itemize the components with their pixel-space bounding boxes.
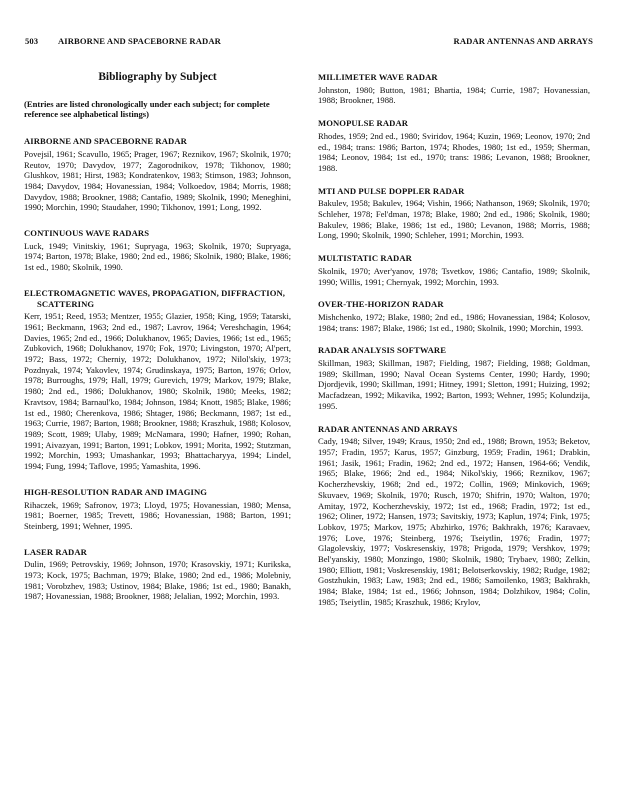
running-title-left: AIRBORNE AND SPACEBORNE RADAR bbox=[58, 36, 221, 46]
section-body: Cady, 1948; Silver, 1949; Kraus, 1950; 2nd ed., 1988; Brown, 1953; Beketov, 1957; Fradin, 1957; Karus, 1957; Ginzburg, 1959; Fradin, 1961; Drabkin, 1961; Jasik, 1961; Fradin, 1962; 2nd ed., 1972; Hansen, 1964-66; Vendik, 1965; Blake, 1966; 2nd ed., 1984; Nikol'skiy, 1966; Reznikov, 1967; Kocherzhevskiy, 1968; 2nd ed., 1972; Collin, 1969; Minkovich, 1969; Skuvaev, 1969; Skolnik, 1970; Rusch, 1970; Shifrin, 1970; Walton, 1970; Amitay, 1972, Kocherzhevskiy, 1972; 1st ed., 1968; Fradin, 1972; 1st ed., 1962; Oliner, 1972; Hansen, 1973; Savitskiy, 1973; Kaplun, 1974; Fink, 1975; Lobkov, 1975; Markov, 1975; Abzhirko, 1976; Bakhrakh, 1976; Karavaev, 1976; Love, 1976; Steinberg, 1976; Tseiytlin, 1976; Fradin, 1977; Glagolevskiy, 1977; Voskresenskiy, 1978; Prigoda, 1979; Vershkov, 1979; Bel'yanskiy, 1980; Monzingo, 1980; Skolnik, 1980; Trybaev, 1980; Zelkin, 1980; Elliott, 1981; Voskresenskiy, 1981; Belotserkovskiy, 1982; Rudge, 1982; Gostzhukin, 1983; Law, 1983; 2nd ed., 1986; Samoilenko, 1983; Bakhrakh, 1984; Blake, 1984; 1st ed., 1966; Johnson, 1984; Dolzhikov, 1984; Colin, 1985; Tseiytlin, 1985; Kraszhuk, 1986; Krylov, bbox=[318, 436, 590, 607]
section-heading: MULTISTATIC RADAR bbox=[318, 253, 412, 264]
section-analysis-software bbox=[318, 345, 590, 411]
section-body: Bakulev, 1958; Bakulev, 1964; Vishin, 1966; Nathanson, 1969; Skolnik, 1970; Schleher, 1978; Fel'dman, 1978; Blake, 1980; 2nd ed., 1986; Skolnik, 1980; Bakulev, 1986; Blake, 1986; 1st ed., 1980; Levanon, 1988; Morris, 1988; Long, 1990; Skolnik, 1990; Schleher, 1991; Morchin, 1993. bbox=[318, 198, 590, 241]
section-electromagnetic-waves bbox=[24, 288, 291, 472]
left-column bbox=[24, 72, 291, 617]
section-over-the-horizon bbox=[318, 299, 590, 333]
section-body: Mishchenko, 1972; Blake, 1980; 2nd ed., 1986; Hovanessian, 1984; Kolosov, 1984; trans: 1987; Blake, 1986; 1st ed., 1980; Skolnik, 1990; Morchin, 1993. bbox=[318, 311, 590, 333]
section-body: Luck, 1949; Vinitskiy, 1961; Supryaga, 1963; Skolnik, 1970; Supryaga, 1974; Barton, 1978; Blake, 1980; 2nd ed., 1986; Skolnik, 1980; Blake, 1986; 1st ed., 1980; Skolnik, 1990. bbox=[24, 240, 291, 273]
section-heading: AIRBORNE AND SPACEBORNE RADAR bbox=[24, 136, 187, 147]
section-mti-pulse-doppler bbox=[318, 186, 590, 242]
section-heading: MONOPULSE RADAR bbox=[318, 118, 409, 129]
section-continuous-wave bbox=[24, 228, 291, 273]
section-body: Rhodes, 1959; 2nd ed., 1980; Sviridov, 1964; Kuzin, 1969; Leonov, 1970; 2nd ed., 1984; trans: 1986; Barton, 1974; Rhodes, 1980; 1st ed., 1959; Sherman, 1984; Leonov, 1984; 1st ed., 1970; trans: 1986; Levanon, 1988; Brookner, 1988. bbox=[318, 130, 590, 173]
running-header bbox=[25, 36, 593, 50]
section-heading: RADAR ANTENNAS AND ARRAYS bbox=[318, 423, 458, 434]
running-title-right: RADAR ANTENNAS AND ARRAYS bbox=[453, 36, 593, 46]
section-multistatic bbox=[318, 253, 590, 287]
section-body: Kerr, 1951; Reed, 1953; Mentzer, 1955; Glazier, 1958; King, 1959; Tatarski, 1961; Beckmann, 1963; 2nd ed., 1987; Lavrov, 1964; Vereshchagin, 1964; Davies, 1965; 2nd ed., 1966; Dolukhanov, 1965; Davies, 1966; 1st ed., 1965; Zubkovich, 1968; Dolukhanov, 1970; Fok, 1970; Livingston, 1970; Al'pert, 1972; Bass, 1972; Cherniy, 1972; Dolukhanov, 1972; Nilol'skiy, 1973; Pozdnyak, 1974; Yakovlev, 1974; Grudinskaya, 1975; Barton, 1976; Orlov, 1978; Burroughs, 1979; Hall, 1979; Gurevich, 1979; Markov, 1979; Blake, 1980; 2nd ed., 1986; Dolukhanov, 1980; Skolnik, 1980; Meeks, 1982; Kravtsov, 1984; Barnaul'ko, 1984; Johnson, 1984; Knott, 1985; Blake, 1986; 1st ed., 1980; Cherenkova, 1986; Shtager, 1986; Beckmann, 1987; 1st ed., 1963; Currie, 1987; Barton, 1988; Brookner, 1988; Kraszhuk, 1988; Kolosov, 1989; Scott, 1989; Ulaby, 1989; McNamara, 1990; Hafner, 1990; Rohan, 1991; Aivazyan, 1991; Barton, 1991; Lobkov, 1991; Morita, 1992; Stutzman, 1992; Morchin, 1993; Umashankar, 1993; Bhattacharyya, 1994; Lindel, 1994; Fung, 1994; Taflove, 1995; Yamashita, 1996. bbox=[24, 311, 291, 472]
section-airborne-spaceborne bbox=[24, 136, 291, 213]
section-heading: MTI AND PULSE DOPPLER RADAR bbox=[318, 185, 465, 196]
section-antennas-arrays bbox=[318, 424, 590, 608]
bibliography-title: Bibliography by Subject bbox=[98, 71, 217, 83]
section-high-resolution bbox=[24, 487, 291, 532]
section-body: Rihaczek, 1969; Safronov, 1973; Lloyd, 1975; Hovanessian, 1980; Mensa, 1981; Boerner, 1985; Trevett, 1986; Hovanessian, 1988; Barton, 1991; Steinberg, 1991; Wehner, 1995. bbox=[24, 499, 291, 531]
right-column bbox=[318, 72, 590, 620]
section-body: Povejsil, 1961; Scavullo, 1965; Prager, 1967; Reznikov, 1967; Skolnik, 1970; Reutov, 1970; Davydov, 1977; Zagorodnikov, 1978; Tikhonov, 1980; Glushkov, 1981; Hirst, 1983; Kondratenkov, 1983; Stimson, 1983; Johnson, 1984; Davydov, 1984; Hovanessian, 1984; Volkoedov, 1984; Morris, 1988; Davydov, 1988; Brookner, 1988; Cantafio, 1989; Skolnik, 1990; Meneghini, 1990; Morchin, 1990; Staudaher, 1990; Tikhonov, 1991; Long, 1992. bbox=[24, 148, 291, 213]
section-heading: HIGH-RESOLUTION RADAR AND IMAGING bbox=[24, 486, 208, 497]
section-heading: CONTINUOUS WAVE RADARS bbox=[24, 228, 150, 239]
section-heading: MILLIMETER WAVE RADAR bbox=[318, 72, 438, 82]
section-body: Skolnik, 1970; Aver'yanov, 1978; Tsvetkov, 1986; Cantafio, 1989; Skolnik, 1990; Willis, 1991; Chernyak, 1992; Morchin, 1993. bbox=[318, 265, 590, 287]
section-body: Skillman, 1983; Skillman, 1987; Fielding, 1987; Fielding, 1988; Goldman, 1989; Skillman, 1990; Naval Ocean Systems Center, 1990; Hardy, 1990; Djordjevik, 1990; Skillman, 1991; Hitney, 1991; Sletton, 1991; Huizing, 1992; Macfadzean, 1992; Mikavika, 1992; Barton, 1993; Wehner, 1995; Kolundzija, 1995. bbox=[318, 358, 590, 411]
section-heading: OVER-THE-HORIZON RADAR bbox=[318, 299, 444, 310]
page-number: 503 bbox=[25, 36, 39, 46]
section-heading: LASER RADAR bbox=[24, 546, 87, 557]
section-laser-radar bbox=[24, 547, 291, 603]
section-body: Dulin, 1969; Petrovskiy, 1969; Johnson, 1970; Krasovskiy, 1971; Kurikska, 1973; Kock, 1975; Bachman, 1979; Blake, 1980; 2nd ed., 1986; Molebniy, 1981; Vorobzhev, 1983; Ustinov, 1984; Blake, 1986; 1st ed., 1980; Banakh, 1987; Hovanessian, 1988; Brookner, 1988; Jelalian, 1992; Morchin, 1993. bbox=[24, 559, 291, 602]
section-millimeter-wave bbox=[318, 72, 590, 106]
section-body: Johnston, 1980; Button, 1981; Bhartia, 1984; Currie, 1987; Hovanessian, 1988; Brookner, 1988. bbox=[318, 84, 590, 106]
section-heading: RADAR ANALYSIS SOFTWARE bbox=[318, 345, 447, 356]
section-heading: ELECTROMAGNETIC WAVES, PROPAGATION, DIFFRACTION, SCATTERING bbox=[24, 287, 286, 309]
section-monopulse bbox=[318, 118, 590, 174]
bibliography-note: (Entries are listed chronologically under each subject; for complete reference see alphabetical listings) bbox=[24, 98, 270, 120]
